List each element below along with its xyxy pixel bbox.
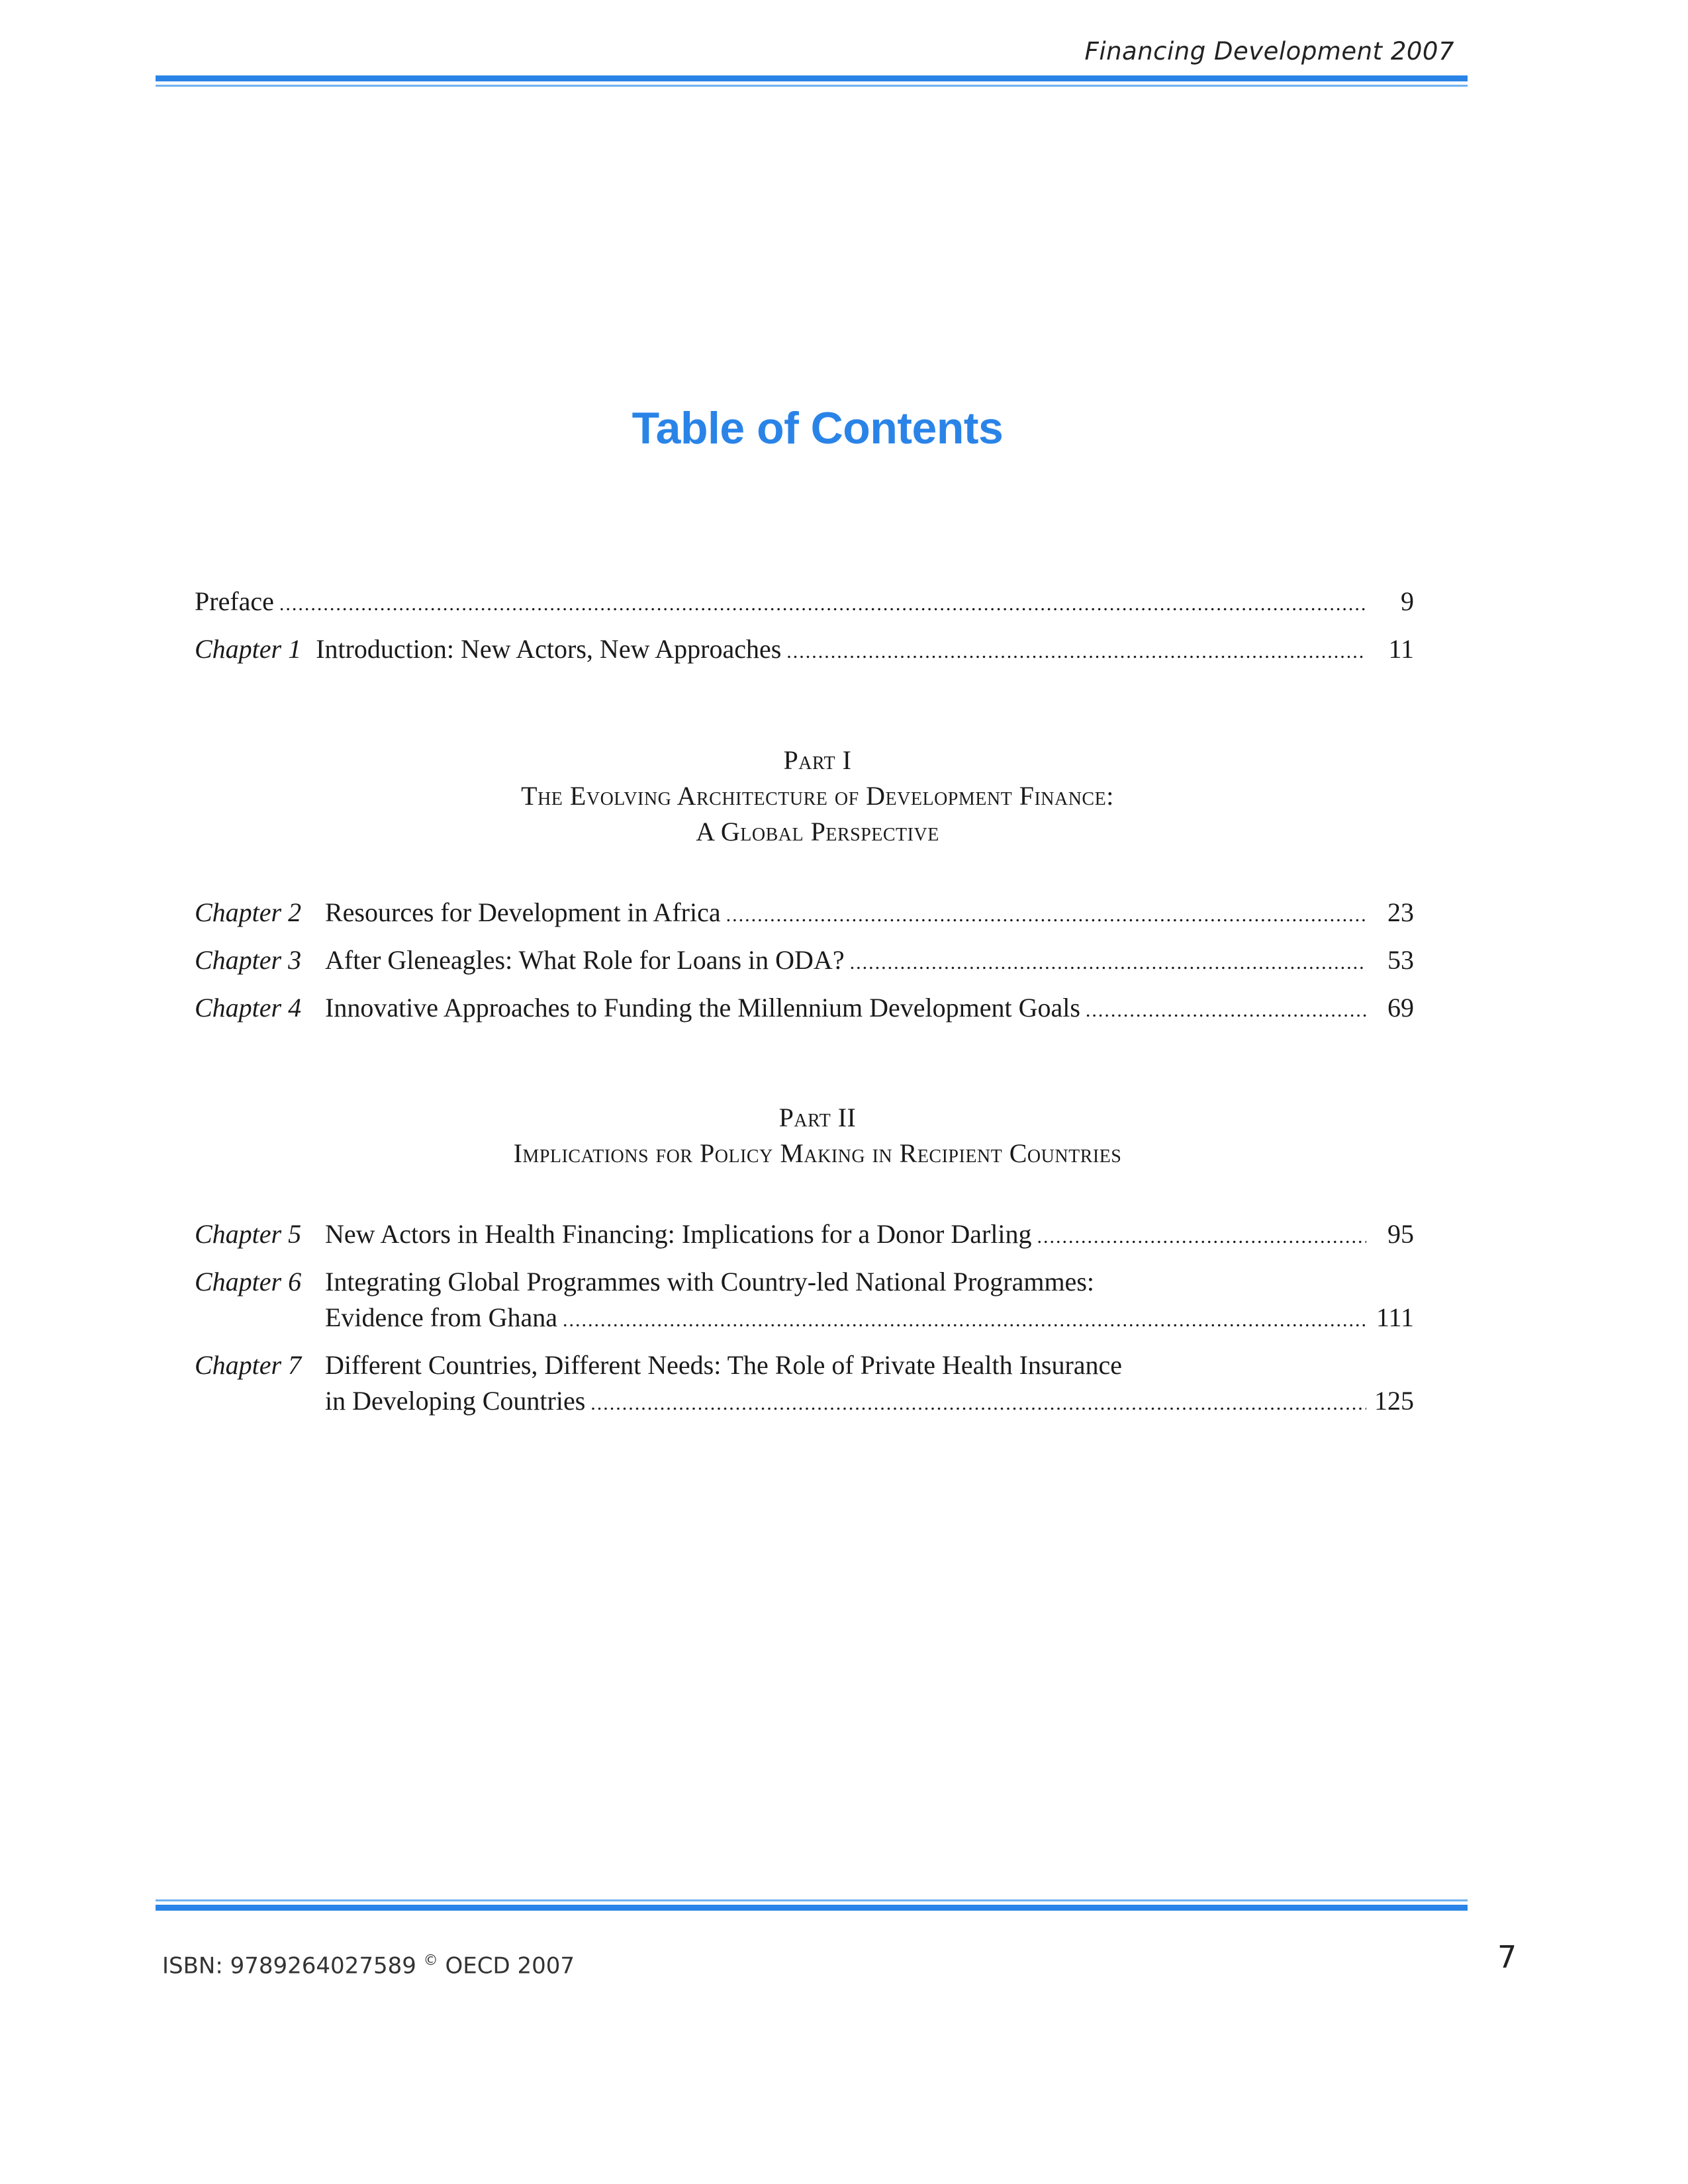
leader-dots	[590, 1386, 1366, 1422]
isbn-text: ISBN: 9789264027589	[162, 1952, 416, 1979]
leader-dots	[563, 1302, 1366, 1338]
toc-entry-chapter: Chapter 1	[195, 634, 302, 664]
toc-entry-chapter-1[interactable]	[195, 631, 1414, 670]
toc-entry-page: 125	[1374, 1386, 1414, 1416]
footer-rule-thin	[156, 1899, 1468, 1901]
toc-entry-chapter: Chapter 7	[195, 1350, 302, 1380]
toc-entry-page: 23	[1387, 897, 1414, 927]
toc-entry-title: New Actors in Health Financing: Implications for a Donor Darling	[325, 1219, 1032, 1249]
toc-entry-title-line2: in Developing Countries	[325, 1386, 586, 1416]
toc-entry-chapter-2[interactable]	[195, 895, 1414, 933]
toc-entry-page: 69	[1387, 993, 1414, 1023]
running-title: Financing Development 2007	[1084, 37, 1454, 66]
copyright-symbol: ©	[423, 1952, 438, 1969]
toc-title: Table of Contents	[632, 403, 1004, 453]
part-title-line: A Global Perspective	[696, 817, 939, 846]
publisher-text: OECD 2007	[445, 1952, 575, 1979]
toc-entry-title-line1: Different Countries, Different Needs: The Role of Private Health Insurance	[325, 1350, 1123, 1380]
leader-dots	[1037, 1219, 1366, 1255]
part-1-heading	[0, 743, 1635, 850]
toc-entry-title: After Gleneagles: What Role for Loans in ODA?	[325, 945, 845, 975]
toc-entry-label: Preface	[195, 586, 274, 616]
toc-entry-chapter-5[interactable]	[195, 1216, 1414, 1255]
toc-entry-chapter: Chapter 5	[195, 1219, 302, 1249]
toc-entry-page: 53	[1387, 945, 1414, 975]
toc-entry-title: Innovative Approaches to Funding the Millennium Development Goals	[325, 993, 1080, 1023]
toc-entry-chapter: Chapter 3	[195, 945, 302, 975]
part-title-line: The Evolving Architecture of Development Finance:	[521, 781, 1114, 811]
toc-entry-page: 11	[1388, 634, 1414, 664]
toc-entry-title-line1: Integrating Global Programmes with Country-led National Programmes:	[325, 1267, 1094, 1297]
part-title-line: Implications for Policy Making in Recipient Countries	[513, 1138, 1122, 1168]
header-rule-thin	[156, 85, 1468, 87]
part-label: Part II	[778, 1103, 857, 1132]
toc-entry-chapter: Chapter 4	[195, 993, 302, 1023]
toc-entry-chapter-3[interactable]	[195, 942, 1414, 981]
toc-entry-preface[interactable]	[195, 584, 1414, 622]
toc-entry-page: 9	[1401, 586, 1414, 616]
part-2-heading	[0, 1100, 1635, 1171]
leader-dots	[279, 586, 1366, 622]
footer-isbn	[162, 1952, 575, 1979]
part-label: Part I	[783, 745, 852, 775]
toc-entry-chapter: Chapter 6	[195, 1267, 302, 1297]
toc-entry-chapter-6[interactable]	[195, 1264, 1414, 1338]
leader-dots	[726, 897, 1366, 933]
toc-entry-page: 111	[1376, 1302, 1414, 1332]
toc-entry-chapter: Chapter 2	[195, 897, 302, 927]
toc-entry-chapter-7[interactable]	[195, 1347, 1414, 1422]
leader-dots	[786, 634, 1366, 670]
page-number: 7	[1497, 1939, 1517, 1975]
header-rule-thick	[156, 75, 1468, 81]
toc-entry-page: 95	[1387, 1219, 1414, 1249]
leader-dots	[1086, 993, 1366, 1028]
toc-entry-title: Resources for Development in Africa	[325, 897, 721, 927]
toc-entry-title-line2: Evidence from Ghana	[325, 1302, 557, 1332]
toc-entry-title: Introduction: New Actors, New Approaches	[316, 634, 782, 664]
toc-entry-chapter-4[interactable]	[195, 990, 1414, 1028]
leader-dots	[850, 945, 1366, 981]
footer-rule-thick	[156, 1905, 1468, 1911]
